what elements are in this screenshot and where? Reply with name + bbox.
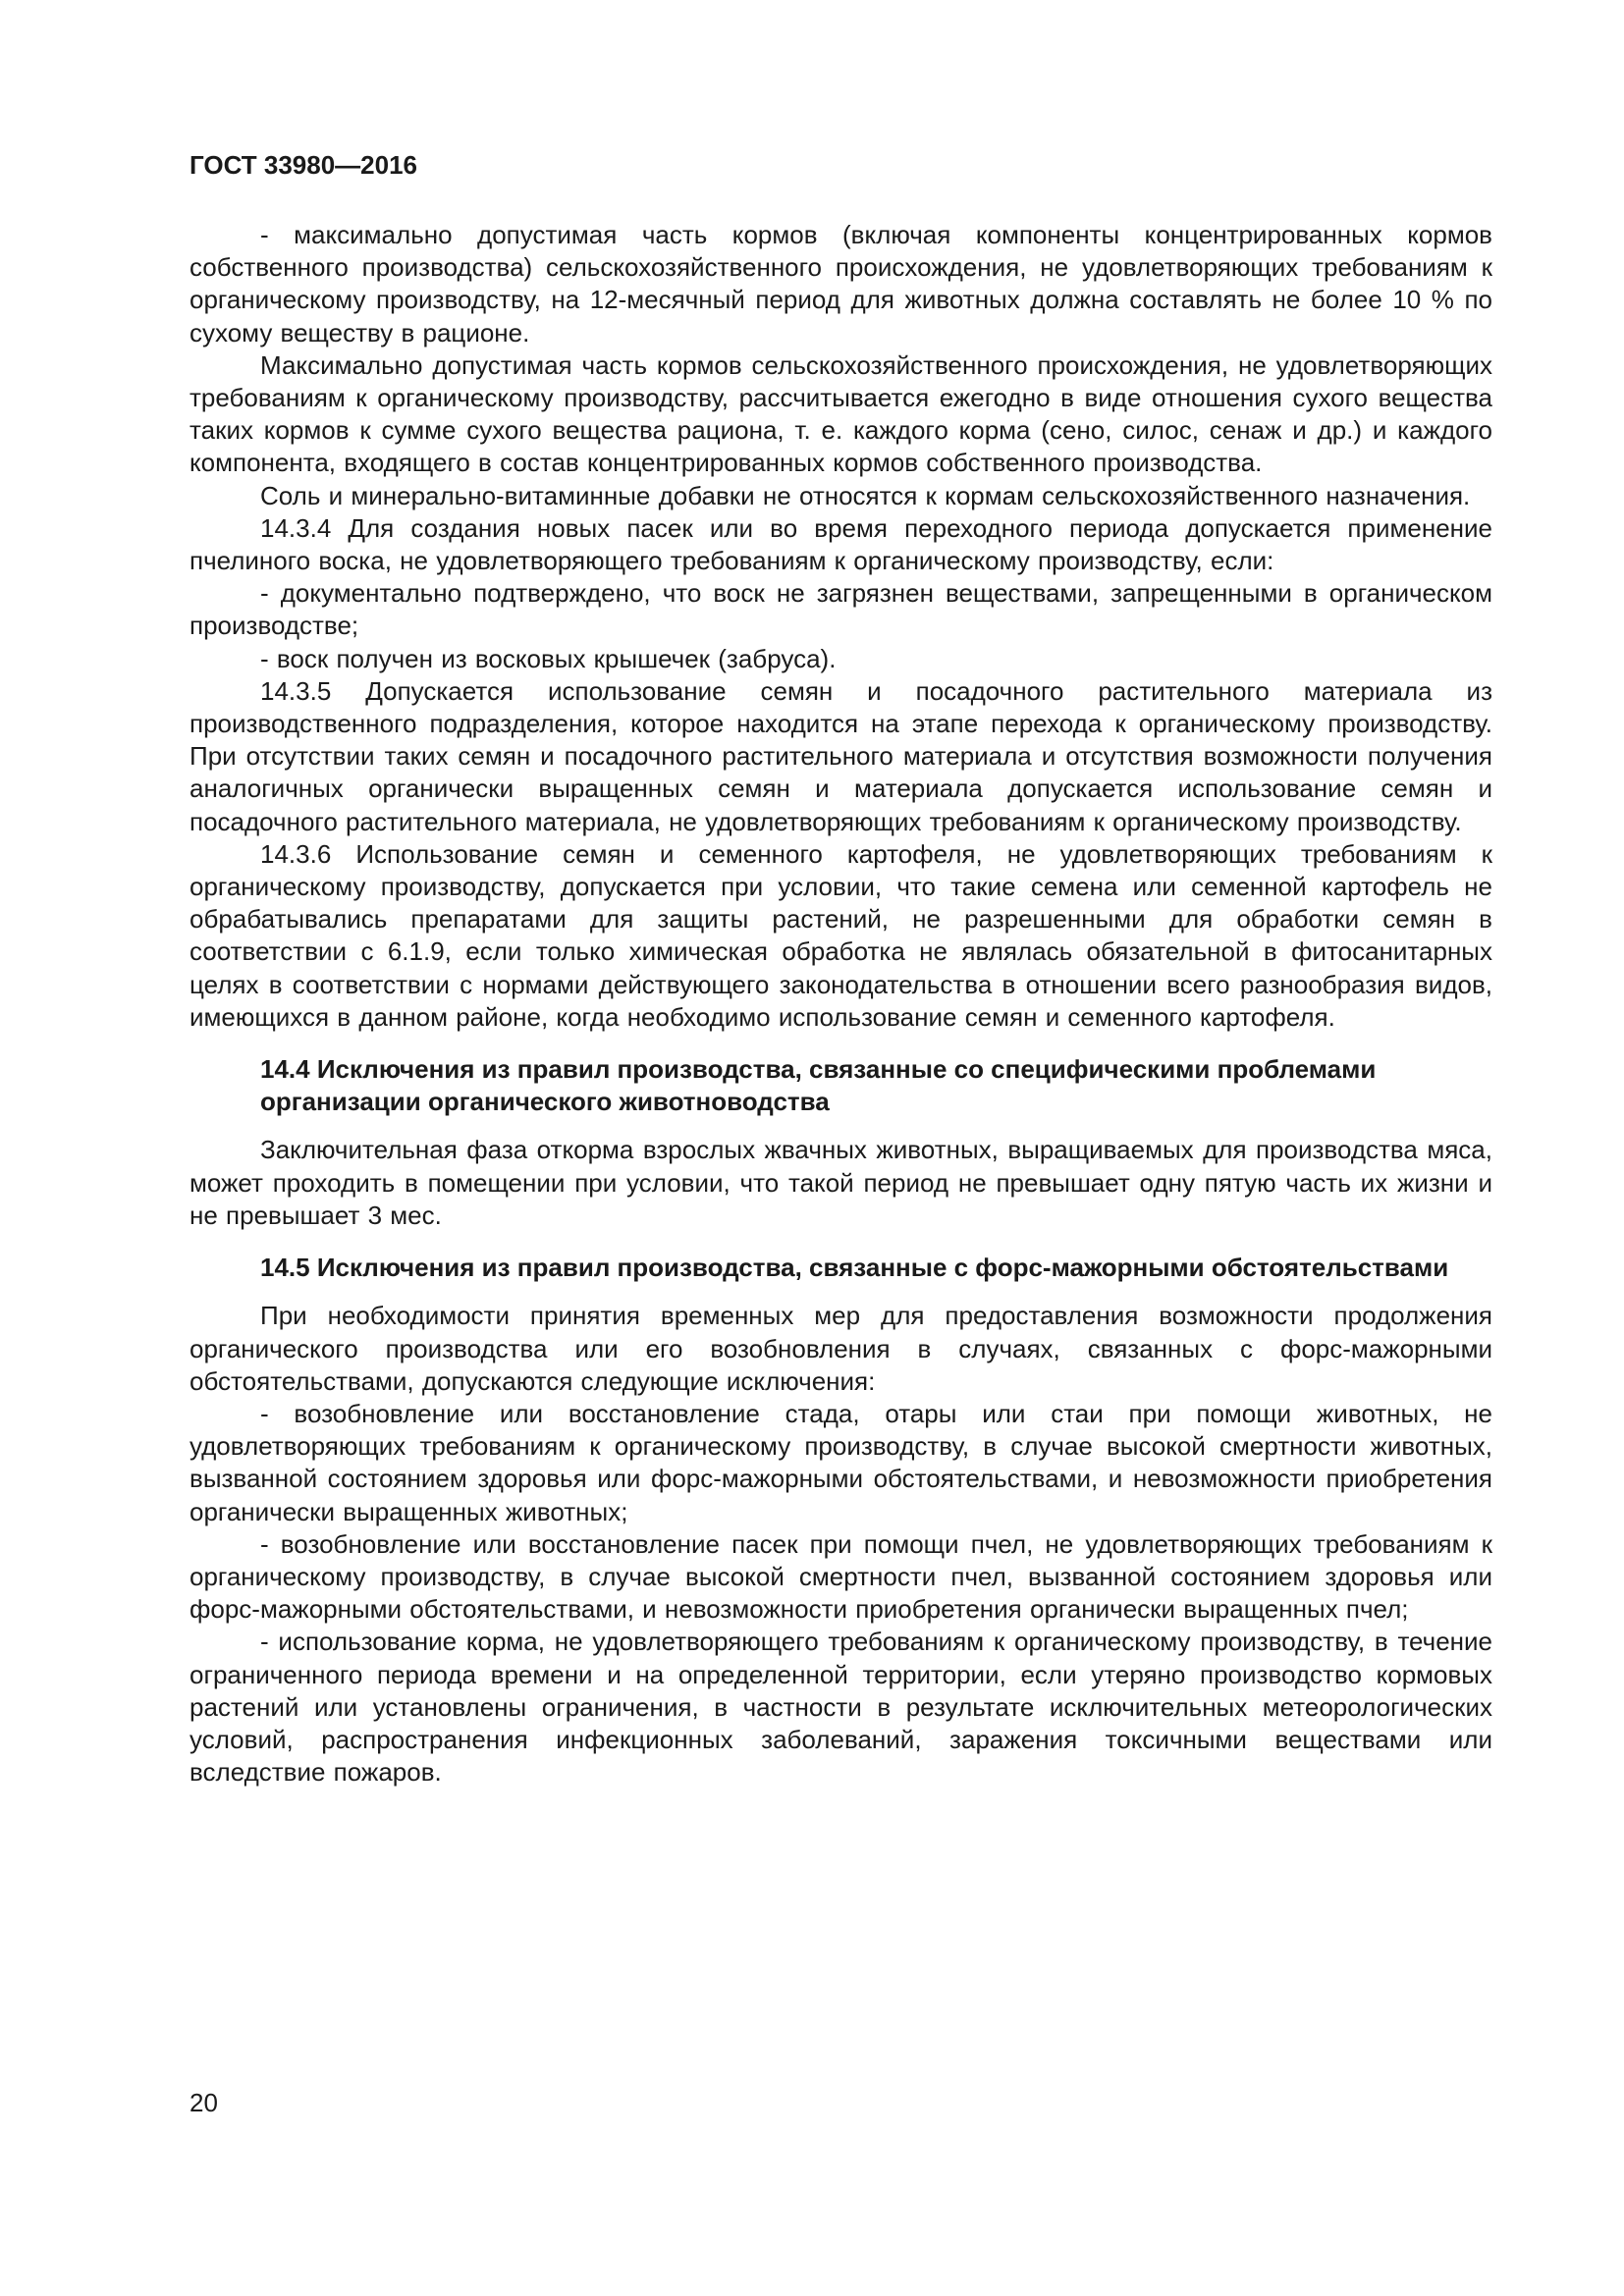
document-code-header: ГОСТ 33980—2016	[189, 150, 417, 180]
paragraph-14-5-apiary: - возобновление или восстановление пасек при помощи пчел, не удовлетворяющих требованиям к органическому производству, в случае высокой смертности пчел, вызванной состоянием здоровья или форс-мажорными обстоятельствами, и невозможности приобретения органически выращенных пчел;	[189, 1528, 1492, 1625]
paragraph-14-3-5: 14.3.5 Допускается использование семян и посадочного растительного материала из производственного подразделения, которое находится на этапе перехода к органическому производству. При отсутствии таких семян и посадочного растительного материала и отсутствия возможности получения аналогичных органически выращенных семян и материала допускается использование семян и посадочного растительного материала, не удовлетворяющих требованиям к органическому производству.	[189, 675, 1492, 836]
paragraph-14-5-intro: При необходимости принятия временных мер для предоставления возможности продолжения органического производства или его возобновления в случаях, связанных с форс-мажорными обстоятельствами, допускаются следующие исключения:	[189, 1301, 1492, 1396]
paragraph-14-5-feed: - использование корма, не удовлетворяющего требованиям к органическому производству, в течение ограниченного периода времени и на определенной территории, если утеряно производство кормовых растений или установлены ограничения, в частности в результате исключительных метеорологических условий, распространения инфекционных заболеваний, заражения токсичными веществами или вследствие пожаров.	[189, 1627, 1492, 1788]
page-number: 20	[189, 2088, 218, 2117]
page-body	[189, 219, 1492, 1789]
paragraph-14-3-4: 14.3.4 Для создания новых пасек или во время переходного периода допускается применение пчелиного воска, не удовлетворяющего требованиям к органическому производству, если:	[189, 512, 1492, 576]
paragraph-feed-calculation: Максимально допустимая часть кормов сельскохозяйственного происхождения, не удовлетворяющих требованиям к органическому производству, рассчитывается ежегодно в виде отношения сухого вещества таких кормов к сумме сухого вещества рациона, т. е. каждого корма (сено, силос, сенаж и др.) и каждого компонента, входящего в состав концентрированных кормов собственного производства.	[189, 349, 1492, 478]
paragraph-14-5-herd: - возобновление или восстановление стада, отары или стаи при помощи животных, не удовлетворяющих требованиям к органическому производству, в случае высокой смертности животных, вызванной состоянием здоровья или форс-мажорными обстоятельствами, и невозможности приобретения органически выращенных животных;	[189, 1398, 1492, 1526]
paragraph-wax-documented: - документально подтверждено, что воск не загрязнен веществами, запрещенными в органическом производстве;	[189, 578, 1492, 641]
section-heading-14-5: 14.5 Исключения из правил производства, связанные с форс-мажорными обстоятельствами	[260, 1253, 1449, 1283]
paragraph-feed-limit: - максимально допустимая часть кормов (включая компоненты концентрированных кормов собственного производства) сельскохозяйственного происхождения, не удовлетворяющих требованиям к органическому производству, на 12-месячный период для животных должна составлять не более 10 % по сухому веществу в рационе.	[189, 220, 1492, 347]
paragraph-wax-cappings: - воск получен из восковых крышечек (забруса).	[260, 643, 837, 673]
paragraph-14-4-fattening: Заключительная фаза откорма взрослых жвачных животных, выращиваемых для производства мяса, может проходить в помещении при условии, что такой период не превышает одну пятую часть их жизни и не превышает 3 мес.	[189, 1135, 1492, 1230]
paragraph-salt-minerals: Соль и минерально-витаминные добавки не относятся к кормам сельскохозяйственного назначения.	[260, 480, 1471, 510]
section-heading-14-4: 14.4 Исключения из правил производства, связанные со специфическими проблемами организации органического животноводства	[260, 1054, 1377, 1117]
paragraph-14-3-6: 14.3.6 Использование семян и семенного картофеля, не удовлетворяющих требованиям к органическому производству, допускается при условии, что такие семена или семенной картофель не обрабатывались препаратами для защиты растений, не разрешенными для обработки семян в соответствии с 6.1.9, если только химическая обработка не являлась обязательной в фитосанитарных целях в соответствии с нормами действующего законодательства в отношении всего разнообразия видов, имеющихся в данном районе, когда необходимо использование семян и семенного картофеля.	[189, 838, 1492, 1032]
